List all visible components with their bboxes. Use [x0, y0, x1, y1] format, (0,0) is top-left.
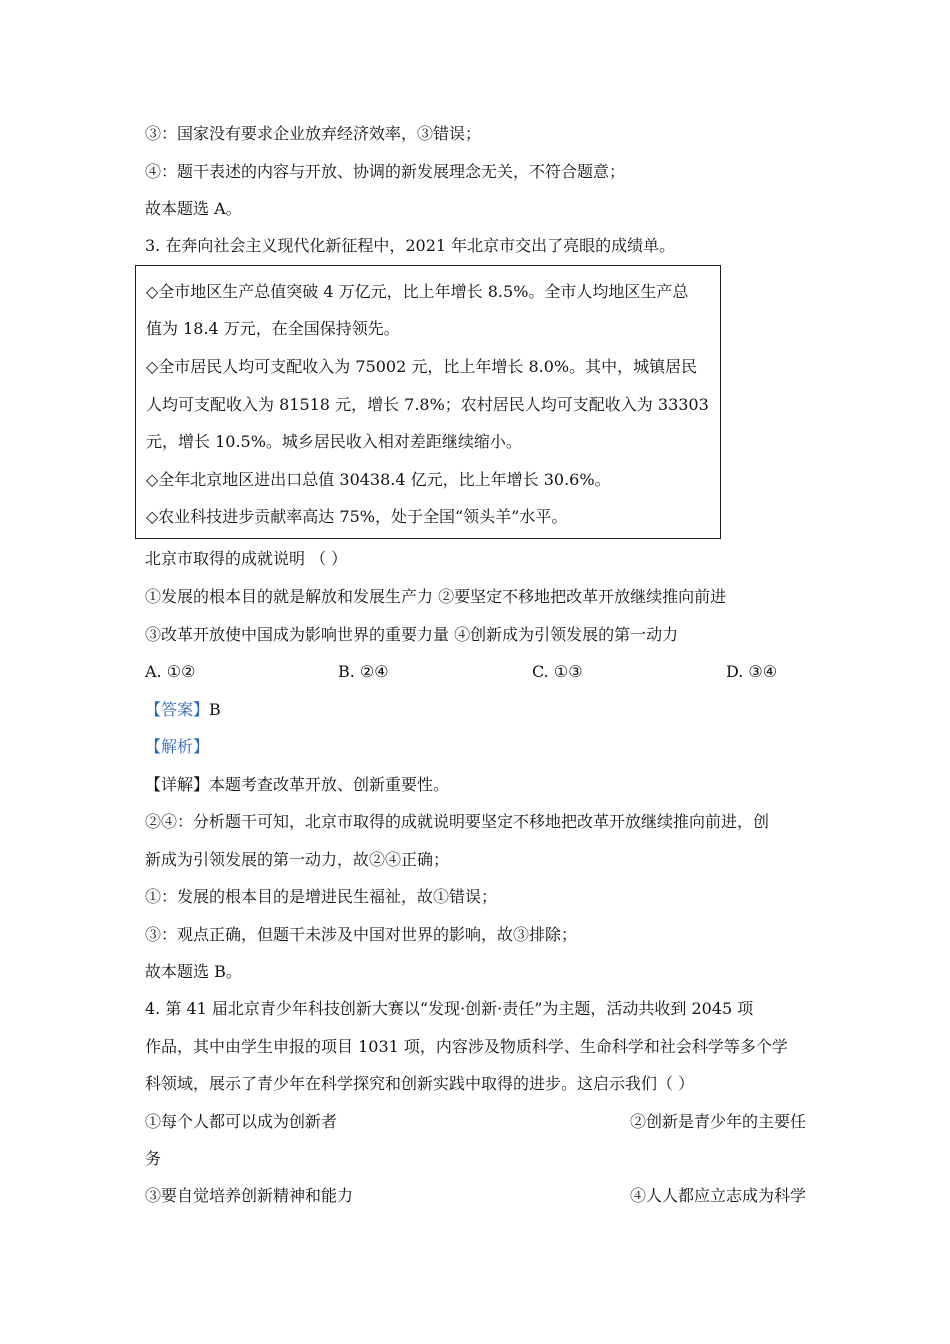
answer-value: B: [209, 700, 221, 719]
q3-statements-2: ③改革开放使中国成为影响世界的重要力量 ④创新成为引领发展的第一动力: [145, 625, 679, 644]
option-c: C. ①③: [532, 662, 583, 681]
q2-explanation-4: ④：题干表述的内容与开放、协调的新发展理念无关，不符合题意；: [145, 162, 626, 181]
box-line: ◇全年北京地区进出口总值 30438.4 亿元，比上年增长 30.6%。: [146, 470, 611, 489]
q3-conclusion: 故本题选 B。: [145, 962, 242, 981]
option-d: D. ③④: [726, 662, 778, 681]
q3-explanation-2: ①：发展的根本目的是增进民生福祉，故①错误；: [145, 887, 498, 906]
q3-explanation-1: ②④：分析题干可知，北京市取得的成就说明要坚定不移地把改革开放继续推向前进，创: [145, 812, 770, 831]
box-line: 人均可支配收入为 81518 元，增长 7.8%；农村居民人均可支配收入为 33303: [146, 395, 709, 414]
q3-detail: 【详解】本题考查改革开放、创新重要性。: [145, 775, 450, 794]
q4-statement-3: ③要自觉培养创新精神和能力: [145, 1186, 354, 1205]
q4-statement-1: ①每个人都可以成为创新者: [145, 1112, 338, 1131]
q3-statements-1: ①发展的根本目的就是解放和发展生产力 ②要坚定不移地把改革开放继续推向前进: [145, 587, 727, 606]
q2-explanation-3: ③：国家没有要求企业放弃经济效率，③错误；: [145, 124, 482, 143]
q3-question: 北京市取得的成就说明 （ ）: [145, 549, 348, 568]
q3-analysis-tag: 【解析】: [145, 737, 210, 756]
box-line: ◇农业科技进步贡献率高达 75%，处于全国“领头羊”水平。: [146, 507, 568, 526]
q3-explanation-3: ③：观点正确，但题干未涉及中国对世界的影响，故③排除；: [145, 925, 578, 944]
option-a: A. ①②: [145, 662, 196, 681]
box-line: ◇全市居民人均可支配收入为 75002 元，比上年增长 8.0%。其中，城镇居民: [146, 357, 698, 376]
q4-statement-2: ②创新是青少年的主要任: [629, 1112, 806, 1131]
q2-conclusion: 故本题选 A。: [145, 199, 242, 218]
q4-stem-3: 科领域，展示了青少年在科学探究和创新实践中取得的进步。这启示我们（ ）: [145, 1074, 695, 1093]
q4-statement-2-cont: 务: [145, 1149, 162, 1168]
box-line: 元，增长 10.5%。城乡居民收入相对差距继续缩小。: [146, 432, 522, 451]
answer-tag: 【答案】: [145, 700, 210, 719]
q4-stem-2: 作品，其中由学生申报的项目 1031 项，内容涉及物质科学、生命科学和社会科学等多个学: [145, 1037, 788, 1056]
q3-explanation-1b: 新成为引领发展的第一动力，故②④正确；: [145, 850, 450, 869]
q4-stem-1: 4. 第 41 届北京青少年科技创新大赛以“发现·创新·责任”为主题，活动共收到 2045 项: [145, 999, 754, 1018]
q3-stem: 3. 在奔向社会主义现代化新征程中，2021 年北京市交出了亮眼的成绩单。: [145, 236, 676, 255]
box-line: ◇全市地区生产总值突破 4 万亿元，比上年增长 8.5%。全市人均地区生产总: [146, 282, 689, 301]
q3-answer: [145, 700, 221, 720]
option-b: B. ②④: [338, 662, 389, 681]
box-line: 值为 18.4 万元，在全国保持领先。: [146, 319, 400, 338]
q3-data-box: [135, 265, 721, 539]
q4-statement-4: ④人人都应立志成为科学: [629, 1186, 806, 1205]
